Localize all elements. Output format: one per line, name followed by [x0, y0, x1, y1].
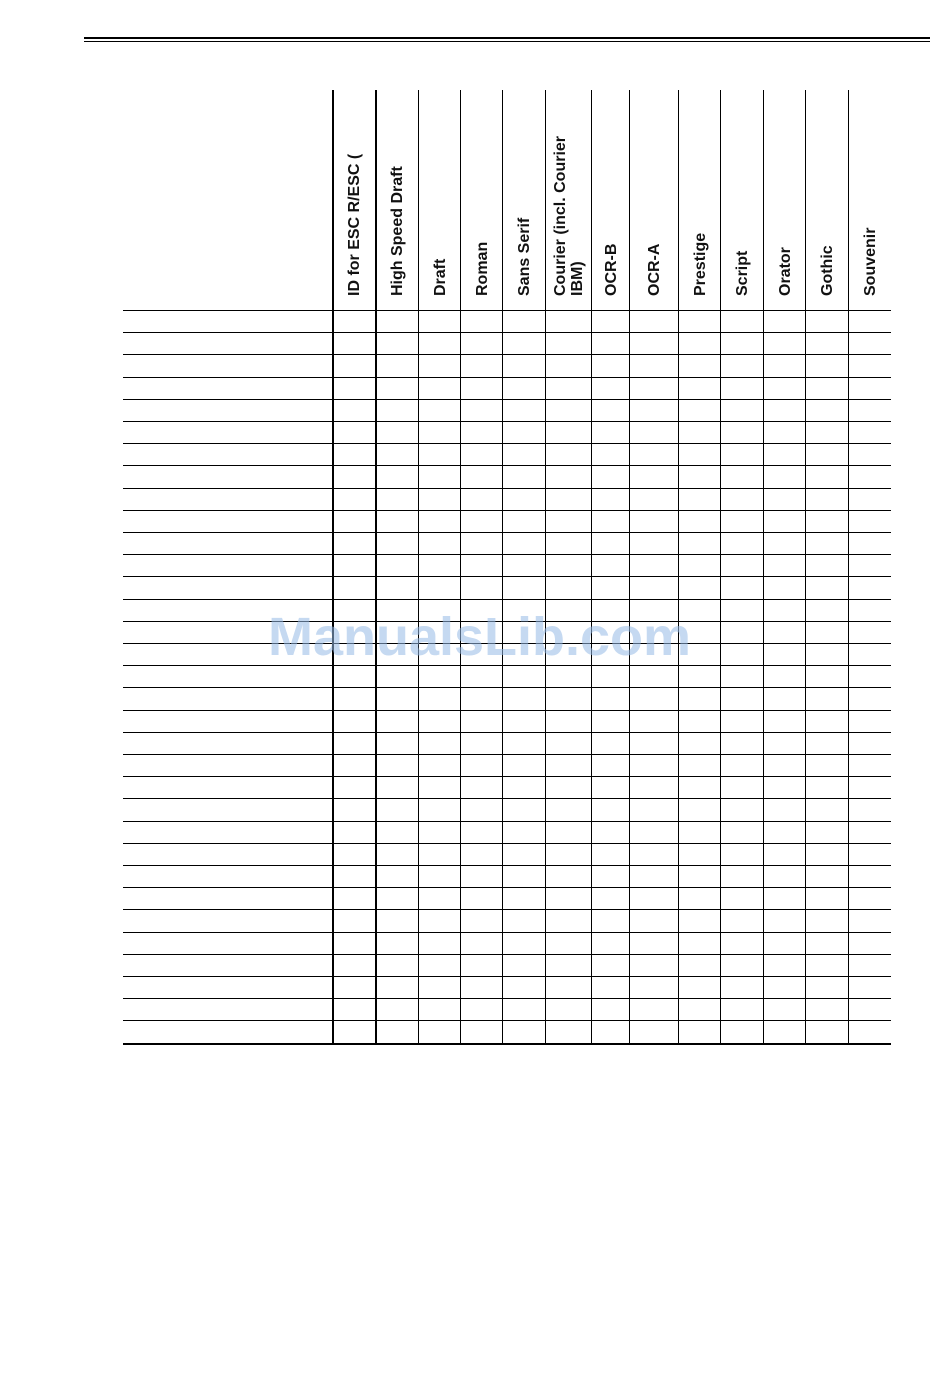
- row-label-cell: [123, 554, 332, 576]
- column-divider: [848, 90, 849, 1043]
- column-header-label: OCR-B: [603, 243, 620, 296]
- column-divider: [629, 90, 630, 1043]
- column-divider: [591, 90, 592, 1043]
- column-header-label: Script: [734, 250, 751, 296]
- row-label-cell: [123, 332, 332, 354]
- column-header-label: Draft: [432, 258, 449, 296]
- row-label-cell: [123, 488, 332, 510]
- row-label-cell: [123, 776, 332, 798]
- row-label-cell: [123, 599, 332, 621]
- column-divider: [460, 90, 461, 1043]
- row-label-cell: [123, 665, 332, 687]
- row-label-cell: [123, 354, 332, 376]
- column-header-label: Courier (incl. Courier: [552, 135, 569, 296]
- column-divider: [502, 90, 503, 1043]
- row-label-cell: [123, 643, 332, 665]
- row-label-cell: [123, 399, 332, 421]
- row-label-cell: [123, 310, 332, 332]
- column-header-label: ID for ESC R/ESC (: [346, 153, 363, 296]
- row-label-cell: [123, 576, 332, 598]
- column-header-label: Orator: [777, 247, 794, 296]
- column-header-label: Roman: [474, 241, 491, 296]
- row-label-cell: [123, 843, 332, 865]
- row-label-cell: [123, 421, 332, 443]
- column-divider: [375, 90, 377, 1043]
- row-label-cell: [123, 754, 332, 776]
- column-divider: [763, 90, 764, 1043]
- row-label-cell: [123, 443, 332, 465]
- column-divider: [545, 90, 546, 1043]
- column-header-label: Prestige: [692, 232, 709, 296]
- row-label-cell: [123, 621, 332, 643]
- row-label-cell: [123, 976, 332, 998]
- column-header-label: Souvenir: [862, 227, 879, 296]
- column-divider: [332, 90, 334, 1043]
- watermark: ManualsLib.com: [268, 607, 692, 667]
- column-divider: [678, 90, 679, 1043]
- column-divider: [418, 90, 419, 1043]
- column-header-label: Gothic: [819, 245, 836, 296]
- row-label-cell: [123, 887, 332, 909]
- row-label-cell: [123, 465, 332, 487]
- row-label-cell: [123, 710, 332, 732]
- column-header-label: Sans Serif: [516, 217, 533, 296]
- row-label-cell: [123, 865, 332, 887]
- row-label-cell: [123, 1020, 332, 1042]
- column-header-label: IBM): [569, 261, 586, 296]
- row-label-cell: [123, 932, 332, 954]
- row-label-cell: [123, 532, 332, 554]
- row-label-cell: [123, 377, 332, 399]
- row-label-cell: [123, 510, 332, 532]
- row-label-cell: [123, 954, 332, 976]
- row-label-cell: [123, 798, 332, 820]
- column-divider: [805, 90, 806, 1043]
- column-header-label: OCR-A: [646, 243, 663, 296]
- row-label-cell: [123, 732, 332, 754]
- row-divider: [123, 1043, 891, 1045]
- row-label-cell: [123, 998, 332, 1020]
- row-label-cell: [123, 821, 332, 843]
- column-divider: [720, 90, 721, 1043]
- row-label-cell: [123, 687, 332, 709]
- row-label-cell: [123, 909, 332, 931]
- column-header-label: High Speed Draft: [389, 166, 406, 296]
